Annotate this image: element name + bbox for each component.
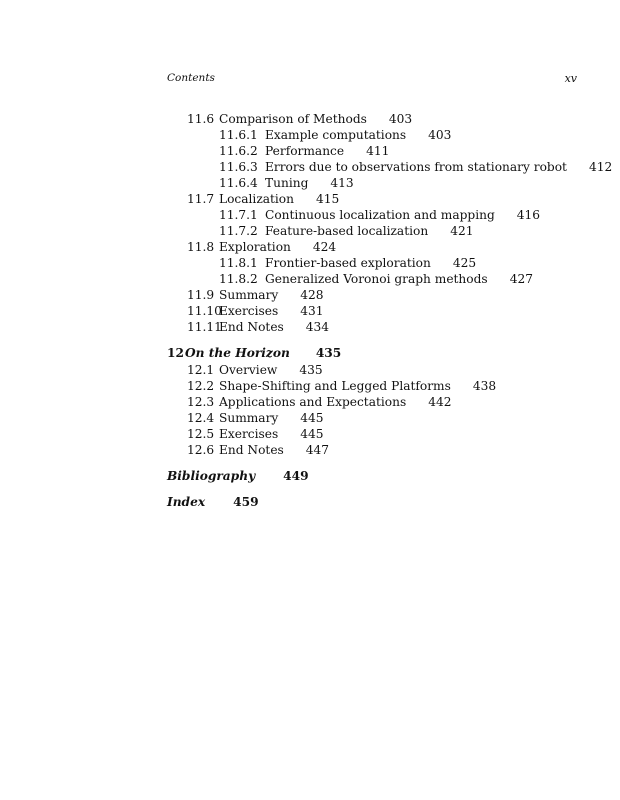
header-section-title: Contents — [167, 72, 215, 84]
page-number: 403 — [388, 112, 413, 126]
page-number: 459 — [233, 495, 259, 509]
chapter-number: 12 — [167, 346, 184, 360]
chapter-title: On the Horizon 435 — [185, 346, 342, 360]
section-number: 11.10 — [187, 304, 222, 318]
page-number: 421 — [450, 224, 474, 238]
section-title: End Notes 447 — [219, 443, 330, 457]
section-title: End Notes 434 — [219, 320, 330, 334]
running-header — [167, 72, 577, 88]
index-title: Index 459 — [167, 495, 259, 509]
section-title: Exercises 431 — [219, 304, 324, 318]
subsection-number: 11.8.1 — [219, 256, 258, 270]
page-number: 431 — [300, 304, 324, 318]
section-title: Localization 415 — [219, 192, 340, 206]
page-number: 416 — [516, 208, 541, 222]
section-number: 11.7 — [187, 192, 215, 206]
page-number: 445 — [300, 411, 324, 425]
page-number: 434 — [305, 320, 330, 334]
section-title: Summary 445 — [219, 411, 324, 425]
subsection-title: Feature-based localization 421 — [265, 224, 474, 238]
subsection-title: Frontier-based exploration 425 — [265, 256, 477, 270]
subsection-title: Errors due to observations from stationary robot 412 — [265, 160, 613, 174]
page-number: 449 — [283, 469, 309, 483]
subsection-number: 11.7.2 — [219, 224, 258, 238]
page-number: 438 — [472, 379, 497, 393]
section-title: Exploration 424 — [219, 240, 337, 254]
section-title: Summary 428 — [219, 288, 324, 302]
subsection-number: 11.6.2 — [219, 144, 258, 158]
subsection-number: 11.6.3 — [219, 160, 258, 174]
header-page-number: xv — [564, 72, 577, 85]
page-number: 425 — [452, 256, 477, 270]
page-number: 428 — [300, 288, 324, 302]
section-number: 11.6 — [187, 112, 215, 126]
subsection-title: Tuning 413 — [265, 176, 354, 190]
section-title: Shape-Shifting and Legged Platforms 438 — [219, 379, 497, 393]
subsection-number: 11.6.4 — [219, 176, 258, 190]
subsection-number: 11.8.2 — [219, 272, 258, 286]
subsection-title: Example computations 403 — [265, 128, 452, 142]
section-number: 12.3 — [187, 395, 215, 409]
section-number: 11.9 — [187, 288, 215, 302]
page-number: 435 — [315, 346, 342, 360]
section-number: 11.8 — [187, 240, 215, 254]
page-number: 415 — [316, 192, 340, 206]
section-number: 12.1 — [187, 363, 215, 377]
page-number: 412 — [588, 160, 613, 174]
section-number: 12.4 — [187, 411, 215, 425]
page-number: 424 — [312, 240, 337, 254]
subsection-number: 11.7.1 — [219, 208, 258, 222]
section-title: Exercises 445 — [219, 427, 324, 441]
section-title: Overview 435 — [219, 363, 323, 377]
page-number: 445 — [300, 427, 324, 441]
page-number: 411 — [366, 144, 390, 158]
section-number: 12.2 — [187, 379, 215, 393]
section-number: 12.6 — [187, 443, 215, 457]
section-title: Applications and Expectations 442 — [219, 395, 452, 409]
section-title: Comparison of Methods 403 — [219, 112, 413, 126]
subsection-title: Generalized Voronoi graph methods 427 — [265, 272, 533, 286]
page-number: 447 — [305, 443, 330, 457]
page-number: 442 — [428, 395, 452, 409]
page-number: 413 — [330, 176, 354, 190]
section-number: 12.5 — [187, 427, 215, 441]
page-number: 403 — [428, 128, 452, 142]
subsection-number: 11.6.1 — [219, 128, 258, 142]
bibliography-title: Bibliography 449 — [167, 469, 309, 483]
page-number: 427 — [509, 272, 533, 286]
subsection-title: Continuous localization and mapping 416 — [265, 208, 541, 222]
section-number: 11.11 — [187, 320, 222, 334]
page-number: 435 — [299, 363, 323, 377]
subsection-title: Performance 411 — [265, 144, 390, 158]
